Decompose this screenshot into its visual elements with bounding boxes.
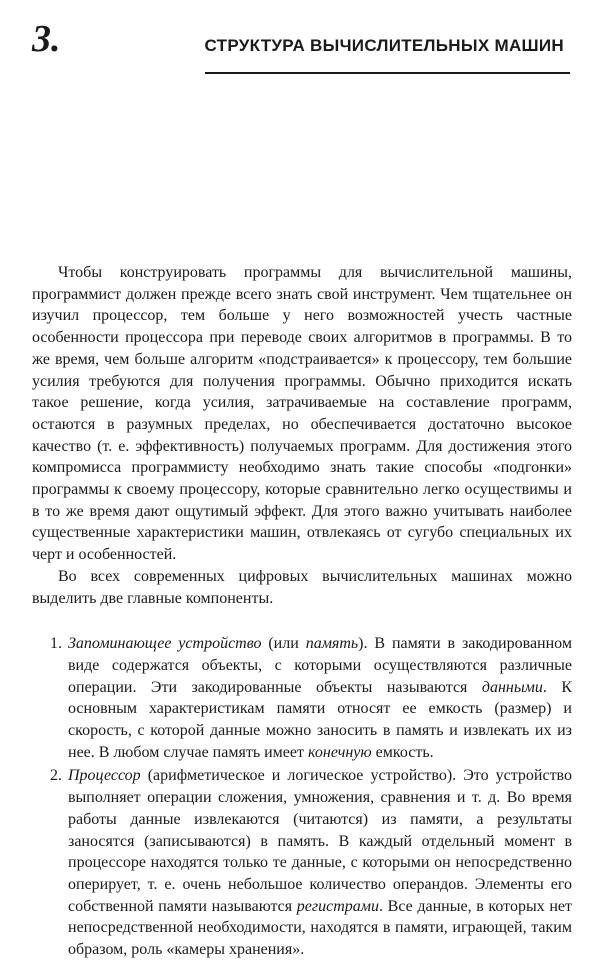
- term-data: данными: [481, 678, 543, 696]
- item-text: емкость.: [371, 743, 434, 761]
- term-finite: конечную: [308, 743, 372, 761]
- page-body: [32, 262, 572, 963]
- item-text: ). В памяти в закодированном виде содержатся объекты, с которыми осуществляются различные операции. Эти закодированные объекты называются: [68, 635, 572, 696]
- item-text: . Все данные, в которых нет непосредственной необходимости, находятся в памяти, играющей, таким образом, роль «камеры хранения».: [68, 897, 573, 959]
- item-text: (арифметическое и логическое устройство). Это устройство выполняет операции сложения, умножения, сравнения и т. д. Во время работы данные извлекаются (читаются) из памяти, а результаты заносятся (записываются) в память. В каждый отдельный момент в процессоре находятся только те данные, с которыми он непосредственно оперирует, т. е. очень небольшое количество операндов. Элементы его собственной памяти называются: [68, 767, 572, 915]
- item-text: . К основным характеристикам памяти относят ее емкость (размер) и скорость, с которой данные можно заносить в память и извлекать их из нее. В любом случае память имеет: [68, 678, 573, 761]
- list-item-processor: [50, 765, 573, 960]
- paragraph-components: Во всех современных цифровых вычислительных машинах можно выделить две главные компоненты.: [32, 567, 572, 607]
- term-processor: Процессор: [68, 767, 141, 785]
- paragraph-intro: Чтобы конструировать программы для вычислительной машины, программист должен прежде всего знать свой инструмент. Чем тщательнее он изучил процессор, тем больше у него возможностей учесть частные особенности процессора при переводе своих алгоритмов в программы. В то же время, чем больше алгоритм «подстраивается» к процессору, тем большие усилия требуются для получения программы. Обычно приходится искать такое решение, когда усилия, затрачиваемые на составление программ, остаются в разумных пределах, но обеспечивается достаточно высокое качество (т. е. эффективность) получаемых программ. Для достижения этого компромисса программисту необходимо знать такие способы «подгонки» программы к своему процессору, которые сравнительно легко осуществимы и в то же время дают ощутимый эффект. Для этого важно учитывать наиболее существенные характеристики машин, отвлекаясь от сугубо специальных их черт и особенностей.: [32, 264, 572, 564]
- term-memory-device: Запоминающее устройство: [68, 635, 262, 653]
- term-registers: регистрами: [296, 897, 380, 915]
- list-item-number: 1.: [50, 635, 62, 653]
- chapter-number: 3.: [32, 18, 61, 60]
- list-item-number: 2.: [50, 767, 62, 785]
- item-text: (или: [261, 635, 306, 653]
- components-list: [32, 633, 572, 961]
- chapter-rule: [205, 72, 570, 74]
- term-memory: память: [305, 635, 359, 653]
- chapter-title: СТРУКТУРА ВЫЧИСЛИТЕЛЬНЫХ МАШИН: [204, 36, 564, 55]
- list-item-memory: [50, 633, 573, 763]
